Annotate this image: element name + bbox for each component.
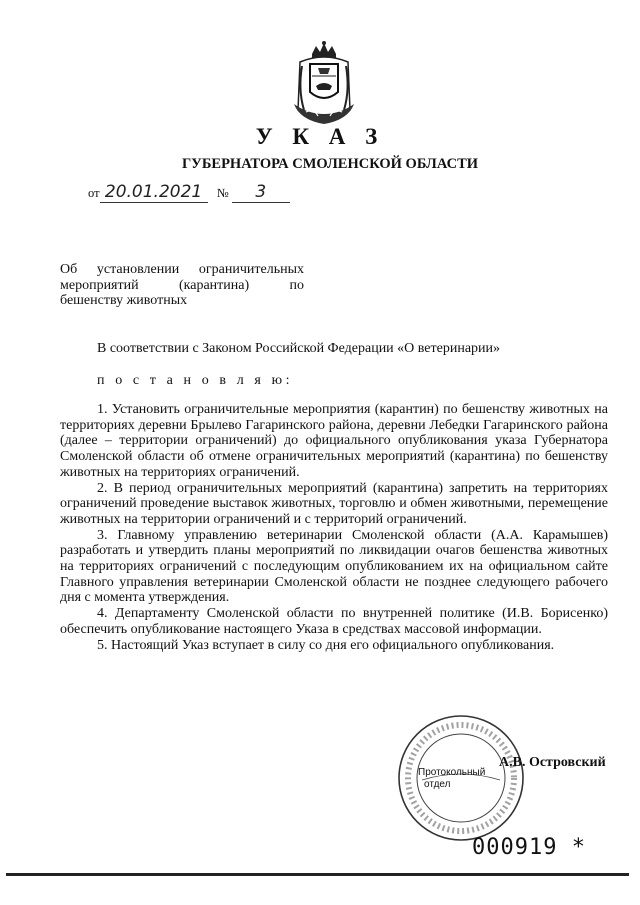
document-title: У К А З [255, 124, 385, 149]
subject-line: мероприятий (карантина) по [60, 277, 304, 293]
subject-line: бешенству животных [60, 293, 188, 308]
stamp-text [418, 767, 485, 791]
date-value: 20.01.2021 [100, 182, 208, 203]
signatory-name: А.В. Островский [499, 755, 606, 770]
registration-number: 000919 * [472, 835, 586, 860]
number-value: 3 [232, 182, 290, 203]
stamp-line-1: Протокольный [418, 767, 486, 778]
document-subject [60, 262, 304, 309]
stamp-line-2: отдел [424, 779, 451, 790]
document-subtitle: ГУБЕРНАТОРА СМОЛЕНСКОЙ ОБЛАСТИ [181, 156, 479, 172]
preamble: В соответствии с Законом Российской Федерации «О ветеринарии» [97, 341, 501, 356]
document-body [60, 402, 608, 653]
date-label: от [88, 186, 100, 200]
paragraph-2: 2. В период ограничительных мероприятий (карантина) запретить на территориях ограничений проведение выставок животных, торговлю и обмен животными, перемещение животных на территории ограничений и с территорий ограничений. [60, 480, 608, 527]
bottom-rule [6, 873, 629, 876]
coat-of-arms-emblem [288, 40, 360, 126]
subject-line: Об установлении ограничительных [60, 262, 304, 277]
paragraph-3: 3. Главному управлению ветеринарии Смоленской области (А.А. Карамышев) разработать и утвердить планы мероприятий по ликвидации очагов бешенства животных на территориях ограничений с последующим опубликованием их на официальном сайте Главного управления ветеринарии Смоленской области не позднее следующего рабочего дня с момента утверждения. [60, 527, 608, 606]
decree-word: п о с т а н о в л я ю: [97, 373, 294, 388]
paragraph-4: 4. Департаменту Смоленской области по внутренней политике (И.В. Борисенко) обеспечить опубликование настоящего Указа в средствах массовой информации. [60, 606, 608, 637]
number-label: № [216, 186, 229, 200]
paragraph-5: 5. Настоящий Указ вступает в силу со дня его официального опубликования. [97, 637, 555, 653]
paragraph-1: 1. Установить ограничительные мероприятия (карантин) по бешенству животных на территориях деревни Брылево Гагаринского района, деревни Лебедки Гагаринского района (далее – территории ограничений) до официального опубликования указа Губернатора Смоленской области об отмене ограничительных мероприятий (карантина) по бешенству животных на территориях ограничений. [60, 402, 608, 480]
date-number-line [88, 182, 290, 203]
